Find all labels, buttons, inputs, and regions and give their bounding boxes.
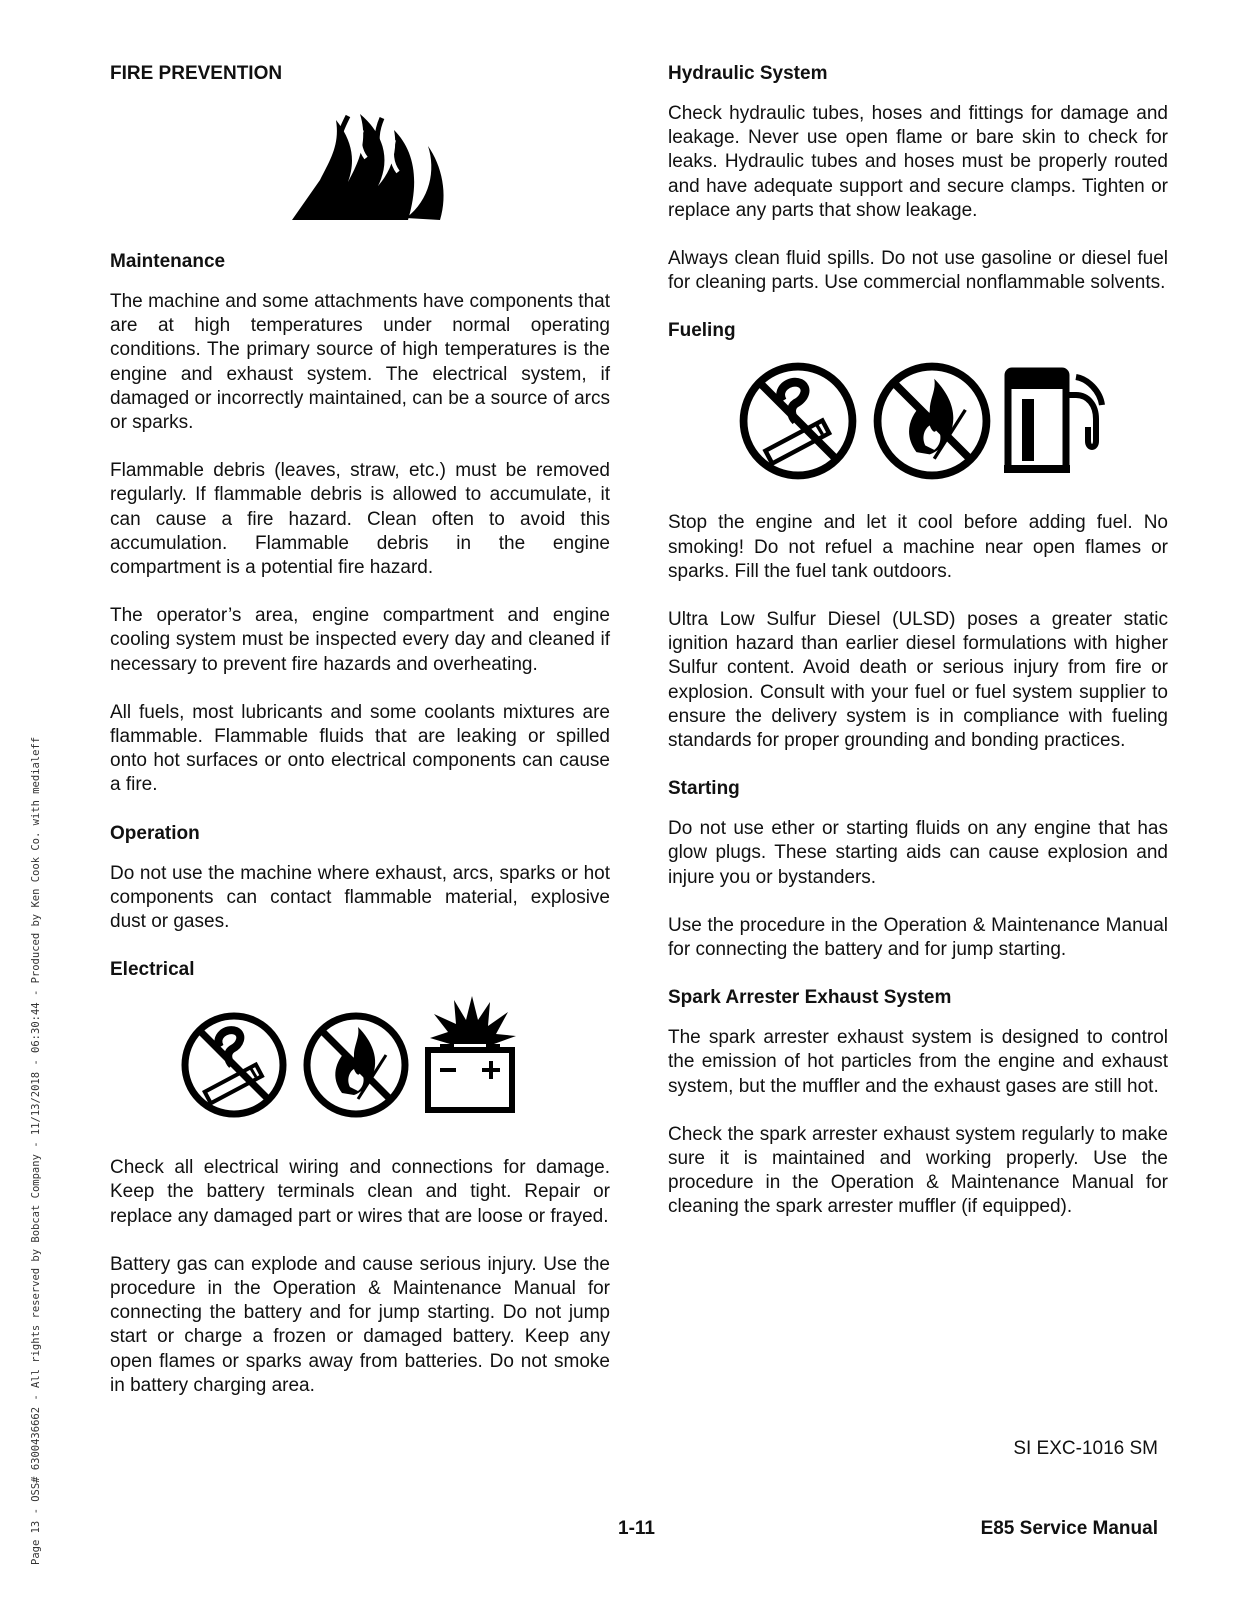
no-open-flame-icon [872, 361, 992, 486]
hydraulic-paragraph-1: Check hydraulic tubes, hoses and fittings for damage and leakage. Never use open flame or bare skin to check for leaks. Hydraulic tubes and hoses must be properly routed and have adequate support and secure clamps. Tighten or replace any parts that show leakage. [668, 103, 1168, 221]
electrical-paragraph-1: Check all electrical wiring and connections for damage. Keep the battery terminals clean and tight. Repair or replace any damaged part or wires that are loose or frayed. [110, 1157, 610, 1227]
heading-hydraulic-system: Hydraulic System [668, 63, 828, 84]
heading-maintenance: Maintenance [110, 251, 226, 272]
starting-paragraph-2: Use the procedure in the Operation & Maintenance Manual for connecting the battery and for jump starting. [668, 914, 1168, 961]
flame-icon [290, 110, 450, 222]
maintenance-paragraph-2: Flammable debris (leaves, straw, etc.) must be removed regularly. If flammable debris is allowed to accumulate, it can cause a fire hazard. Clean often to avoid this accumulation. Flammable debris in the engine compartment is a potential fire hazard. [110, 460, 610, 579]
heading-spark-arrester: Spark Arrester Exhaust System [668, 987, 952, 1009]
no-open-flame-icon [302, 1011, 410, 1124]
maintenance-paragraph-4: All fuels, most lubricants and some coolants mixtures are flammable. Flammable fluids that are leaking or spilled onto hot surfaces or onto electrical components can cause a fire. [110, 701, 610, 796]
fuel-pump-icon [1004, 365, 1108, 482]
heading-fueling: Fueling [668, 320, 736, 342]
no-smoking-icon [180, 1011, 288, 1124]
maintenance-paragraph-3: The operator’s area, engine compartment and engine cooling system must be inspected every day and cleaned if necessary to prevent fire hazards and overheating. [110, 605, 610, 675]
battery-explosion-icon [424, 994, 520, 1123]
spark-paragraph-2: Check the spark arrester exhaust system regularly to make sure it is maintained and working properly. Use the procedure in the Operation & Maintenance Manual for cleaning the spark arrester muffler (if equipped). [668, 1123, 1168, 1218]
fueling-icon-row [738, 361, 1168, 485]
left-column [110, 62, 610, 1398]
electrical-paragraph-2: Battery gas can explode and cause serious injury. Use the procedure in the Operation & Maintenance Manual for connecting the battery and for jump starting. Do not jump start or charge a frozen or damaged battery. Keep any open flames or sparks away from batteries. Do not smoke in battery charging area. [110, 1253, 610, 1396]
document-code: SI EXC-1016 SM [1013, 1438, 1158, 1459]
electrical-icon-row [180, 996, 610, 1120]
heading-starting: Starting [668, 778, 740, 800]
operation-paragraph-1: Do not use the machine where exhaust, arcs, sparks or hot components can contact flammable material, explosive dust or gases. [110, 862, 610, 933]
spark-paragraph-1: The spark arrester exhaust system is designed to control the emission of hot particles from the engine and exhaust system, but the muffler and the exhaust gases are still hot. [668, 1027, 1168, 1097]
maintenance-paragraph-1: The machine and some attachments have components that are at high temperatures under normal operating conditions. The primary source of high temperatures is the engine and exhaust system. The electrical system, if damaged or incorrectly maintained, can be a source of arcs or sparks. [110, 291, 610, 434]
section-title-fire-prevention: FIRE PREVENTION [110, 63, 283, 84]
manual-name: E85 Service Manual [980, 1518, 1158, 1539]
hydraulic-paragraph-2: Always clean fluid spills. Do not use gasoline or diesel fuel for cleaning parts. Use commercial nonflammable solvents. [668, 248, 1168, 294]
sidebar-note: Page 13 - OSS# 6300436662 - All rights reserved by Bobcat Company - 11/13/2018 - 06:30:44 - Produced by Ken Cook Co. with medialeff [30, 736, 42, 1565]
right-column [668, 62, 1168, 1220]
starting-paragraph-1: Do not use ether or starting fluids on any engine that has glow plugs. These starting aids can cause explosion and injure you or bystanders. [668, 818, 1168, 888]
fueling-paragraph-1: Stop the engine and let it cool before adding fuel. No smoking! Do not refuel a machine near open flames or sparks. Fill the fuel tank outdoors. [668, 512, 1168, 582]
heading-operation: Operation [110, 822, 200, 844]
no-smoking-icon [738, 361, 858, 486]
page-number: 1-11 [618, 1518, 655, 1539]
fueling-paragraph-2: Ultra Low Sulfur Diesel (ULSD) poses a greater static ignition hazard than earlier diesel formulations with higher Sulfur content. Avoid death or serious injury from fire or explosion. Consult with your fuel or fuel system supplier to ensure the delivery system is in compliance with fueling standards for proper grounding and bonding practices. [668, 609, 1168, 752]
heading-electrical: Electrical [110, 959, 195, 981]
